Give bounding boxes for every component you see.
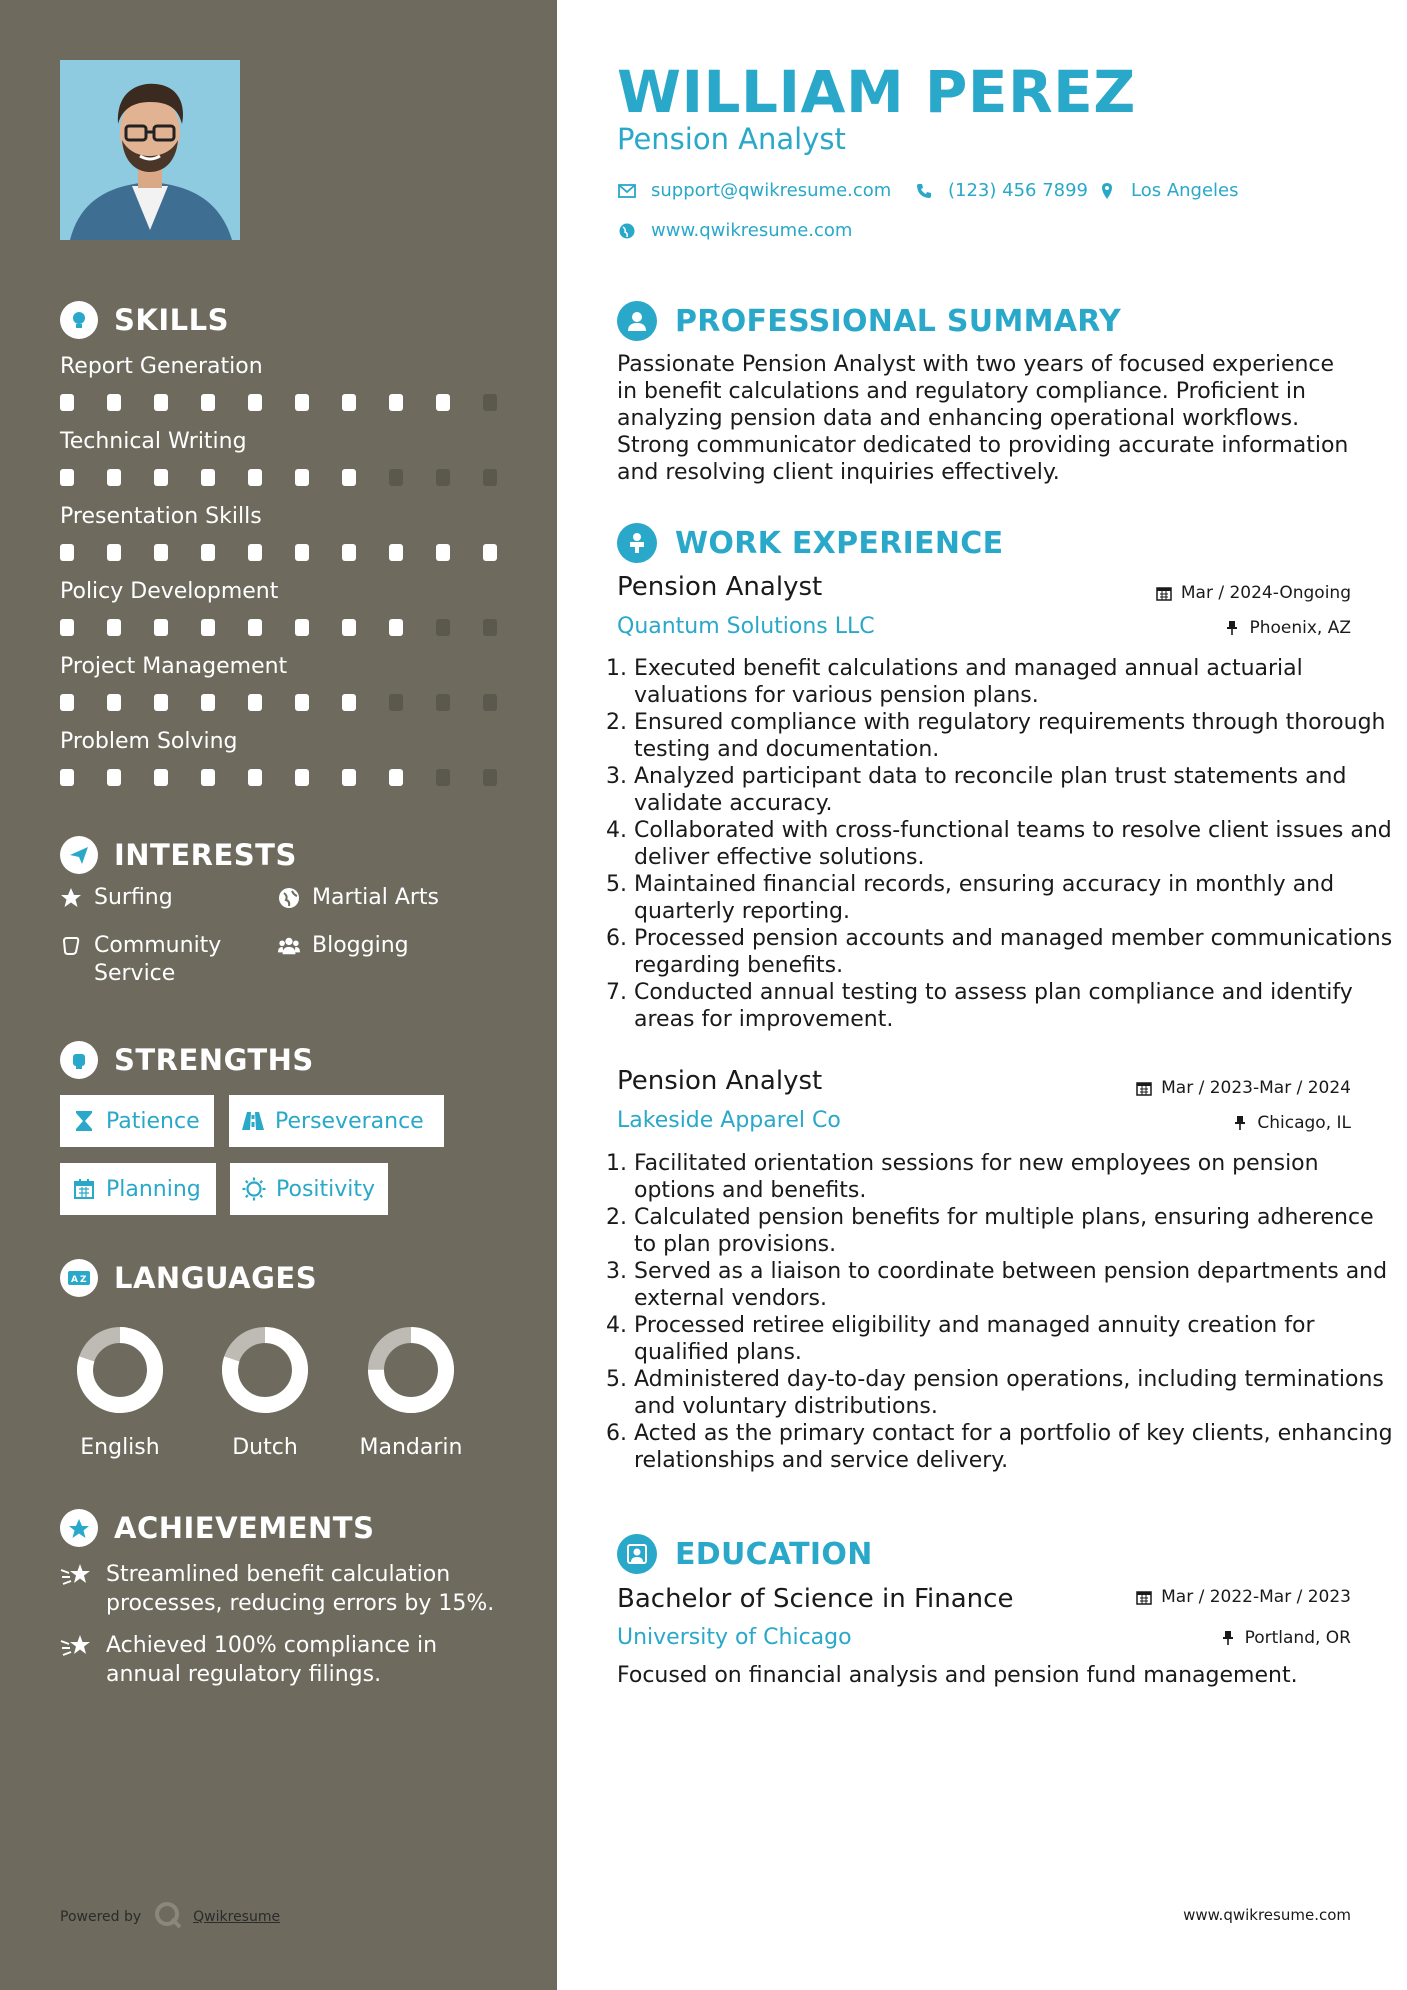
skill-dot	[107, 394, 121, 411]
skill-name: Project Management	[60, 654, 288, 679]
calendar-icon	[1135, 1079, 1153, 1097]
skill-dot	[295, 769, 309, 786]
trophy-star-icon	[60, 1509, 98, 1547]
interests-heading: INTERESTS	[60, 836, 297, 874]
svg-text:A: A	[71, 1275, 78, 1285]
language-icon	[60, 1259, 98, 1297]
presenter-icon	[617, 523, 657, 563]
shooting-star-icon	[60, 1560, 92, 1590]
skill-name: Technical Writing	[60, 429, 247, 454]
language-donut	[220, 1325, 310, 1415]
skill-dot	[60, 394, 74, 411]
skill-dot	[60, 544, 74, 561]
skill-name: Presentation Skills	[60, 504, 262, 529]
skill-item	[60, 427, 500, 486]
hourglass-icon	[72, 1109, 96, 1133]
candidate-role: Pension Analyst	[617, 122, 846, 156]
language-item	[200, 1325, 330, 1460]
language-item	[55, 1325, 185, 1460]
skill-dot	[248, 469, 262, 486]
job-bullet: 6. Processed pension accounts and managed member communications regarding benefits.	[634, 925, 1394, 979]
pin-icon	[1219, 1629, 1237, 1647]
skill-item	[60, 502, 500, 561]
language-label: English	[80, 1435, 160, 1460]
footer-website[interactable]: www.qwikresume.com	[1183, 1906, 1351, 1924]
summary-text: Passionate Pension Analyst with two years of focused experience in benefit calculations and regulatory compliance. Proficient in analyzing pension data and enhancing operational workflows. Strong communicator dedicated to providing accurate information and resolving client inquiries effectively.	[617, 352, 1349, 485]
skill-item	[60, 352, 500, 411]
skill-dot	[342, 394, 356, 411]
globe-icon	[617, 221, 637, 241]
users-icon	[278, 932, 300, 960]
job-bullet: 1. Facilitated orientation sessions for new employees on pension options and benefits.	[634, 1150, 1394, 1204]
skill-dot	[154, 544, 168, 561]
skill-dot	[436, 769, 450, 786]
skill-dot	[342, 694, 356, 711]
job-bullet: 3. Analyzed participant data to reconcile plan trust statements and validate accuracy.	[634, 763, 1394, 817]
skills-heading: SKILLS	[60, 301, 229, 339]
qwikresume-logo	[153, 1900, 183, 1934]
skill-dot	[248, 544, 262, 561]
skill-rating	[60, 769, 497, 786]
job-bullet: 2. Ensured compliance with regulatory requirements through thorough testing and documentation.	[634, 709, 1394, 763]
qwikresume-link[interactable]: Qwikresume	[193, 1909, 281, 1925]
interest-item: Martial Arts	[278, 884, 439, 912]
contact-location: Los Angeles	[1097, 180, 1239, 201]
language-donut	[75, 1325, 165, 1415]
skill-dot	[483, 544, 497, 561]
skill-dot	[389, 694, 403, 711]
graduate-icon	[617, 1534, 657, 1574]
calendar-icon	[1155, 584, 1173, 602]
job-bullets	[609, 1150, 1394, 1474]
hand-icon	[60, 932, 82, 960]
skill-name: Problem Solving	[60, 729, 238, 754]
skill-dot	[342, 769, 356, 786]
contact-website[interactable]: www.qwikresume.com	[617, 220, 852, 241]
skill-dot	[107, 469, 121, 486]
candidate-name: WILLIAM PEREZ	[617, 58, 1136, 126]
pin-icon	[1223, 619, 1241, 637]
calendar-icon	[1135, 1588, 1153, 1606]
skill-dot	[436, 394, 450, 411]
interest-item: Surfing	[60, 884, 173, 912]
skill-dot	[154, 394, 168, 411]
skill-dot	[107, 619, 121, 636]
skill-dot	[248, 769, 262, 786]
sidebar	[0, 0, 557, 1990]
skill-dot	[342, 619, 356, 636]
strengths-heading: STRENGTHS	[60, 1041, 314, 1079]
skill-dot	[107, 769, 121, 786]
job-company: Quantum Solutions LLC	[617, 614, 875, 639]
skill-item	[60, 652, 500, 711]
skill-dot	[389, 619, 403, 636]
skill-dot	[201, 469, 215, 486]
skill-dot	[107, 694, 121, 711]
strength-chip: Perseverance	[229, 1095, 444, 1147]
skill-rating	[60, 469, 497, 486]
skill-dot	[389, 769, 403, 786]
strength-chip: Planning	[60, 1163, 216, 1215]
skill-name: Policy Development	[60, 579, 279, 604]
skill-dot	[483, 694, 497, 711]
skill-dot	[295, 619, 309, 636]
skill-rating	[60, 694, 497, 711]
skill-dot	[295, 469, 309, 486]
skill-dot	[154, 619, 168, 636]
skill-dot	[60, 469, 74, 486]
job-title: Pension Analyst	[617, 572, 823, 602]
job-bullet: 4. Processed retiree eligibility and managed annuity creation for qualified plans.	[634, 1312, 1394, 1366]
calendar-icon	[72, 1177, 96, 1201]
powered-by: Powered by Qwikresume	[60, 1900, 280, 1934]
star-icon	[60, 884, 82, 912]
contact-email[interactable]: support@qwikresume.com	[617, 180, 891, 201]
pin-icon	[1231, 1114, 1249, 1132]
achievement-item: Achieved 100% compliance in annual regulatory filings.	[60, 1631, 500, 1689]
skill-dot	[201, 694, 215, 711]
globe-icon	[278, 884, 300, 912]
skill-dot	[483, 469, 497, 486]
strength-chip: Patience	[60, 1095, 214, 1147]
main-content	[557, 0, 1407, 1990]
skill-dot	[201, 394, 215, 411]
skill-dot	[436, 619, 450, 636]
job-bullet: 5. Maintained financial records, ensuring accuracy in monthly and quarterly reporting.	[634, 871, 1394, 925]
job-location: Chicago, IL	[1231, 1113, 1351, 1133]
skill-dot	[201, 619, 215, 636]
skill-dot	[60, 619, 74, 636]
envelope-icon	[617, 181, 637, 201]
skill-item	[60, 727, 500, 786]
education-dates: Mar / 2022-Mar / 2023	[1135, 1587, 1351, 1607]
job-dates: Mar / 2023-Mar / 2024	[1135, 1078, 1351, 1098]
skill-dot	[295, 694, 309, 711]
degree-title: Bachelor of Science in Finance	[617, 1584, 1014, 1614]
job-title: Pension Analyst	[617, 1066, 823, 1096]
skill-dot	[154, 769, 168, 786]
lightbulb-icon	[60, 301, 98, 339]
paper-plane-icon	[60, 836, 98, 874]
job-bullet: 6. Acted as the primary contact for a portfolio of key clients, enhancing relationships and service delivery.	[634, 1420, 1394, 1474]
language-label: Mandarin	[359, 1435, 463, 1460]
achievement-item: Streamlined benefit calculation processes, reducing errors by 15%.	[60, 1560, 500, 1618]
skill-dot	[60, 769, 74, 786]
skill-dot	[248, 694, 262, 711]
skill-dot	[436, 694, 450, 711]
skill-dot	[201, 769, 215, 786]
job-location: Phoenix, AZ	[1223, 618, 1351, 638]
education-heading: EDUCATION	[617, 1534, 873, 1574]
skill-dot	[154, 694, 168, 711]
language-item	[346, 1325, 476, 1460]
skill-dot	[389, 394, 403, 411]
skill-dot	[248, 619, 262, 636]
experience-heading: WORK EXPERIENCE	[617, 523, 1003, 563]
summary-heading: PROFESSIONAL SUMMARY	[617, 301, 1121, 341]
skill-dot	[342, 469, 356, 486]
map-pin-icon	[1097, 181, 1117, 201]
skill-rating	[60, 544, 497, 561]
skill-dot	[483, 769, 497, 786]
skill-dot	[154, 469, 168, 486]
user-icon	[617, 301, 657, 341]
skill-dot	[483, 394, 497, 411]
skill-name: Report Generation	[60, 354, 263, 379]
education-location: Portland, OR	[1219, 1628, 1351, 1648]
skill-dot	[295, 544, 309, 561]
sun-icon	[242, 1177, 266, 1201]
skill-dot	[60, 694, 74, 711]
interest-item: Community Service	[60, 932, 260, 988]
job-bullet: 3. Served as a liaison to coordinate between pension departments and external vendors.	[634, 1258, 1394, 1312]
contact-phone[interactable]: (123) 456 7899	[914, 180, 1088, 201]
skill-dot	[389, 544, 403, 561]
skill-dot	[389, 469, 403, 486]
language-donut	[366, 1325, 456, 1415]
languages-heading: A Z LANGUAGES	[60, 1259, 317, 1297]
skill-dot	[201, 544, 215, 561]
school-name: University of Chicago	[617, 1625, 852, 1650]
skill-dot	[107, 544, 121, 561]
skill-dot	[248, 394, 262, 411]
job-bullets	[609, 655, 1394, 1033]
svg-text:Z: Z	[80, 1275, 87, 1285]
skill-dot	[342, 544, 356, 561]
job-bullet: 7. Conducted annual testing to assess plan compliance and identify areas for improvement.	[634, 979, 1394, 1033]
skill-item	[60, 577, 500, 636]
phone-icon	[914, 181, 934, 201]
skill-dot	[483, 619, 497, 636]
skill-dot	[436, 469, 450, 486]
language-label: Dutch	[232, 1435, 298, 1460]
job-bullet: 2. Calculated pension benefits for multiple plans, ensuring adherence to plan provisions.	[634, 1204, 1394, 1258]
skill-rating	[60, 394, 497, 411]
job-bullet: 1. Executed benefit calculations and managed annual actuarial valuations for various pension plans.	[634, 655, 1394, 709]
job-company: Lakeside Apparel Co	[617, 1108, 841, 1133]
job-bullet: 4. Collaborated with cross-functional teams to resolve client issues and deliver effective solutions.	[634, 817, 1394, 871]
skill-dot	[436, 544, 450, 561]
strength-chip: Positivity	[230, 1163, 388, 1215]
road-icon	[241, 1109, 265, 1133]
shooting-star-icon	[60, 1631, 92, 1661]
skill-dot	[295, 394, 309, 411]
job-bullet: 5. Administered day-to-day pension operations, including terminations and voluntary distributions.	[634, 1366, 1394, 1420]
education-description: Focused on financial analysis and pension fund management.	[617, 1663, 1298, 1688]
fist-icon	[60, 1041, 98, 1079]
job-dates: Mar / 2024-Ongoing	[1155, 583, 1351, 603]
profile-photo	[60, 60, 240, 240]
achievements-heading: ACHIEVEMENTS	[60, 1509, 374, 1547]
interest-item: Blogging	[278, 932, 409, 960]
skill-rating	[60, 619, 497, 636]
